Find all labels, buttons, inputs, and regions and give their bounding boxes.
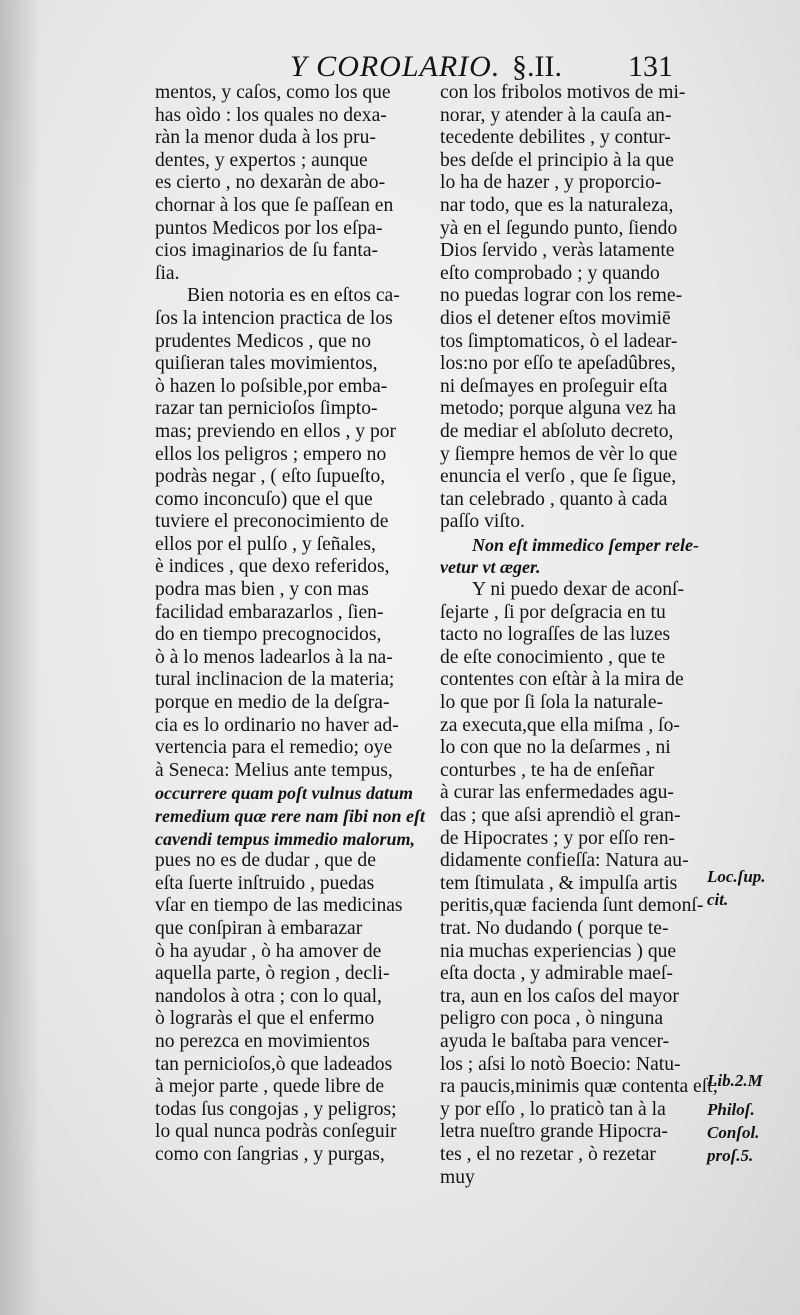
text-line: los:no por eſſo te apeſadûbres, bbox=[440, 353, 676, 375]
text-line: do en tiempo precognocidos, bbox=[155, 624, 382, 646]
text-line: Y ni puedo dexar de aconſ- bbox=[472, 579, 685, 601]
text-line: peligro con poca , ò ninguna bbox=[440, 1008, 664, 1030]
text-line: tem ſtimulata , & impulſa artis bbox=[440, 872, 678, 894]
margin-note-philos: Philoſ. bbox=[707, 1100, 755, 1119]
text-line: è indices , que dexo referidos, bbox=[155, 556, 390, 578]
header-title: Y COROLARIO. bbox=[290, 50, 501, 83]
text-line: cavendi tempus immedio malorum, bbox=[155, 828, 415, 849]
text-line: letra nueſtro grande Hipocra- bbox=[440, 1121, 668, 1143]
text-line: das ; que aſsi aprendiò el gran- bbox=[440, 805, 681, 826]
text-line: lo ha de hazer , y proporcio- bbox=[440, 172, 662, 194]
text-line: tuviere el preconocimiento de bbox=[155, 511, 389, 533]
text-line: bes deſde el principio à la que bbox=[440, 149, 674, 171]
text-line: norar, y atender à la cauſa an- bbox=[440, 104, 672, 126]
margin-note-pros: proſ.5. bbox=[707, 1146, 754, 1165]
margin-note-loc: Loc.ſup. bbox=[707, 867, 766, 886]
text-line: podra mas bien , y con mas bbox=[155, 579, 369, 601]
text-line: que conſpiran à embarazar bbox=[155, 917, 363, 939]
text-line: eſta docta , y admirable maeſ- bbox=[440, 963, 673, 985]
text-line: tural inclinacion de la materia; bbox=[155, 669, 395, 691]
text-line: didamente confieſſa: Natura au- bbox=[440, 850, 689, 872]
text-line: paſſo viſto. bbox=[440, 511, 525, 533]
text-line: ſejarte , ſi por deſgracia en tu bbox=[440, 601, 666, 623]
text-line: razar tan pernicioſos ſimpto- bbox=[155, 398, 378, 420]
text-line: todas ſus congojas , y peligros; bbox=[155, 1098, 397, 1120]
text-line: ellos por el pulſo , y ſeñales, bbox=[155, 533, 376, 555]
text-line: no puedas lograr con los reme- bbox=[440, 285, 683, 307]
margin-note-cit: cit. bbox=[707, 890, 729, 909]
text-line: muy bbox=[440, 1166, 475, 1188]
text-line: ſia. bbox=[155, 262, 180, 284]
margin-note-consol: Conſol. bbox=[707, 1123, 760, 1142]
text-line: dentes, y expertos ; aunque bbox=[155, 149, 368, 171]
text-line: Bien notoria es en eſtos ca- bbox=[187, 285, 400, 307]
text-line: Dios ſervido , veràs latamente bbox=[440, 240, 675, 262]
text-line: de eſte conocimiento , que te bbox=[440, 646, 666, 668]
text-line: remedium quæ rere nam ſibi non eſt bbox=[155, 806, 426, 826]
text-line: za executa,que ella miſma , ſo- bbox=[440, 714, 680, 736]
text-line: como con ſangrias , y purgas, bbox=[155, 1143, 385, 1165]
text-line: ò lograràs el que el enfermo bbox=[155, 1008, 375, 1030]
text-line: nia muchas experiencias ) que bbox=[440, 940, 677, 962]
text-line: es cierto , no dexaràn de abo- bbox=[155, 172, 386, 194]
header-section: §.II. bbox=[512, 50, 562, 83]
text-line: tes , el no rezetar , ò rezetar bbox=[440, 1143, 656, 1165]
text-line: tan celebrado , quanto à cada bbox=[440, 488, 668, 510]
text-line: puntos Medicos por los eſpa- bbox=[155, 217, 383, 239]
margin-note-lib: Lib.2.M bbox=[707, 1071, 763, 1090]
text-line: eſta ſuerte inſtruido , puedas bbox=[155, 872, 375, 894]
text-line: eſto comprobado ; y quando bbox=[440, 262, 660, 284]
text-line: peritis,quæ facienda ſunt demonſ- bbox=[440, 895, 704, 917]
text-line: tos ſimptomaticos, ò el ladear- bbox=[440, 330, 678, 352]
text-line: vetur vt æger. bbox=[440, 557, 541, 578]
text-line: enuncia el verſo , que ſe ſigue, bbox=[440, 466, 677, 488]
text-line: lo con que no la deſarmes , ni bbox=[440, 737, 671, 759]
text-line: de mediar el abſoluto decreto, bbox=[440, 420, 674, 442]
text-line: y ſiempre hemos de vèr lo que bbox=[440, 443, 678, 465]
text-line: ellos los peligros ; empero no bbox=[155, 443, 387, 465]
text-line: pues no es de dudar , que de bbox=[155, 850, 376, 872]
text-line: tan pernicioſos,ò que ladeados bbox=[155, 1053, 393, 1075]
text-line: como inconcuſo) que el que bbox=[155, 488, 373, 510]
text-line: ràn la menor duda à los pru- bbox=[155, 127, 376, 149]
text-line: chornar à los que ſe paſſean en bbox=[155, 194, 394, 216]
text-line: à curar las enfermedades agu- bbox=[440, 782, 674, 804]
text-line: no perezca en movimientos bbox=[155, 1030, 370, 1052]
text-line: cia es lo ordinario no haver ad- bbox=[155, 714, 399, 736]
page-number: 131 bbox=[628, 50, 673, 83]
text-line: tra, aun en los caſos del mayor bbox=[440, 985, 679, 1007]
text-line: con los fribolos motivos de mi- bbox=[440, 82, 686, 103]
text-line: aquella parte, ò region , decli- bbox=[155, 963, 390, 985]
text-line: tecedente debilites , y contur- bbox=[440, 127, 671, 149]
text-line: ò hazen lo poſsible,por emba- bbox=[155, 375, 388, 397]
left-text-column bbox=[155, 82, 426, 1167]
text-line: metodo; porque alguna vez ha bbox=[440, 398, 677, 420]
text-line: los ; aſsi lo notò Boecio: Natu- bbox=[440, 1053, 681, 1075]
text-line: lo que por ſi ſola la naturale- bbox=[440, 692, 664, 714]
text-line: contentes con eſtàr à la mira de bbox=[440, 669, 684, 691]
text-line: tacto no lograſſes de las luzes bbox=[440, 624, 671, 646]
text-line: ni deſmayes en proſeguir eſta bbox=[440, 375, 668, 397]
text-line: trat. No dudando ( porque te- bbox=[440, 917, 669, 939]
text-line: y por eſſo , lo praticò tan à la bbox=[440, 1098, 666, 1120]
text-line: ò ha ayudar , ò ha amover de bbox=[155, 940, 382, 962]
text-line: podràs negar , ( eſto ſupueſto, bbox=[155, 466, 386, 488]
text-line: vſar en tiempo de las medicinas bbox=[155, 895, 403, 917]
text-line: ſos la intencion practica de los bbox=[155, 307, 393, 329]
text-line: porque en medio de la deſgra- bbox=[155, 692, 390, 714]
text-line: prudentes Medicos , que no bbox=[155, 330, 372, 352]
text-line: mas; previendo en ellos , y por bbox=[155, 420, 397, 442]
text-line: yà en el ſegundo punto, ſiendo bbox=[440, 217, 678, 239]
text-line: cios imaginarios de ſu fanta- bbox=[155, 240, 379, 262]
text-line: lo qual nunca podràs conſeguir bbox=[155, 1121, 397, 1143]
text-line: has oìdo : los quales no dexa- bbox=[155, 104, 387, 126]
text-line: à Seneca: Melius ante tempus, bbox=[155, 759, 393, 781]
text-line: ayuda le baſtaba para vencer- bbox=[440, 1030, 670, 1052]
text-line: à mejor parte , quede libre de bbox=[155, 1076, 385, 1098]
text-line: Non eſt immedico ſemper rele- bbox=[472, 534, 699, 555]
text-line: nandolos à otra ; con lo qual, bbox=[155, 985, 382, 1007]
text-line: ra paucis,minimis quæ contenta eſt; bbox=[440, 1076, 719, 1098]
text-line: mentos, y caſos, como los que bbox=[155, 82, 391, 103]
page-gutter-shadow bbox=[0, 0, 40, 1315]
text-line: conturbes , te ha de enſeñar bbox=[440, 759, 655, 781]
text-line: quiſieran tales movimientos, bbox=[155, 353, 378, 375]
text-line: de Hipocrates ; y por eſſo ren- bbox=[440, 827, 676, 849]
text-line: vertencia para el remedio; oye bbox=[155, 737, 393, 759]
text-line: occurrere quam poſt vulnus datum bbox=[155, 783, 414, 804]
text-line: nar todo, que es la naturaleza, bbox=[440, 194, 674, 216]
text-line: dios el detener eſtos movimiē bbox=[440, 307, 671, 329]
text-line: facilidad embarazarlos , ſien- bbox=[155, 601, 384, 623]
text-line: ò à lo menos ladearlos à la na- bbox=[155, 646, 393, 668]
